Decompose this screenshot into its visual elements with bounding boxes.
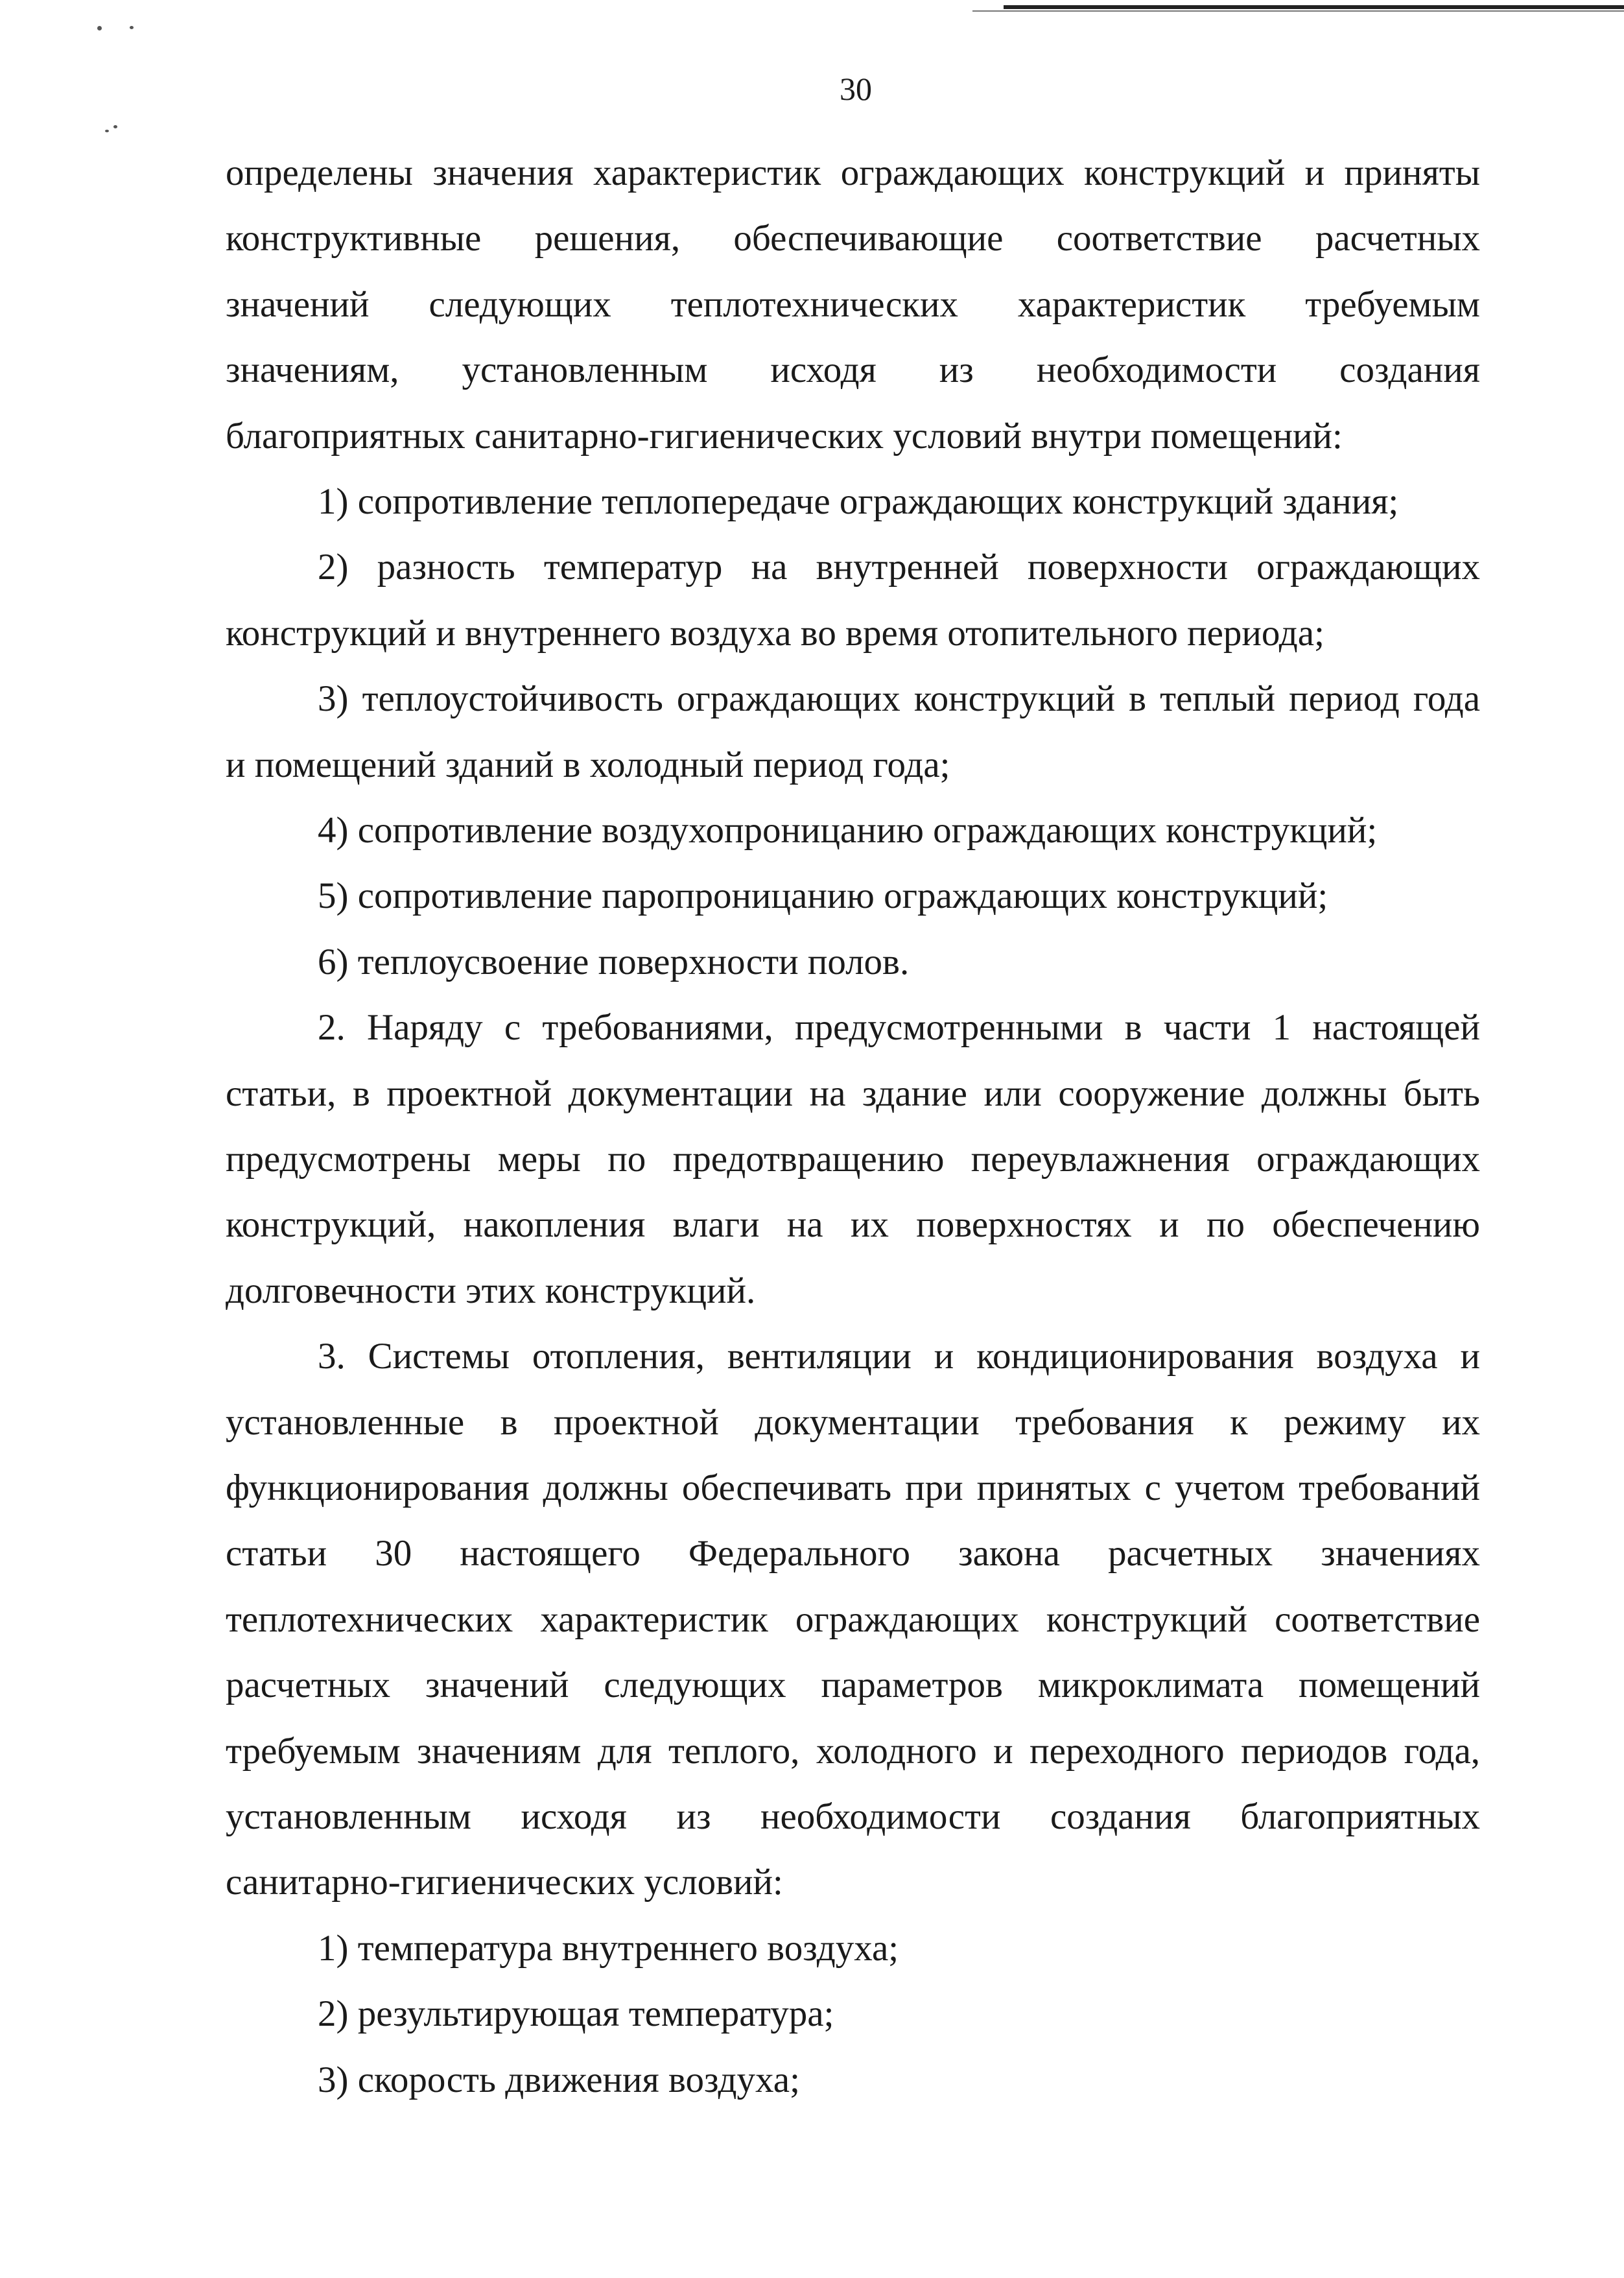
scan-speck <box>97 26 102 30</box>
text-line: расчетных значений следующих параметров микроклимата помещений <box>226 1665 1480 1706</box>
text-line: функционирования должны обеспечивать при принятых с учетом требований <box>226 1467 1480 1508</box>
text-line: 5) сопротивление паропроницанию ограждающих конструкций; <box>318 875 1328 917</box>
text-line: 3) теплоустойчивость ограждающих конструкций в теплый период года <box>318 678 1480 720</box>
scan-speck <box>130 26 134 29</box>
text-line: статьи 30 настоящего Федерального закона расчетных значениях <box>226 1533 1480 1574</box>
scan-edge-line <box>1004 5 1624 9</box>
text-line: конструкций, накопления влаги на их поверхностях и по обеспечению <box>226 1204 1480 1246</box>
text-line: значений следующих теплотехнических характеристик требуемым <box>226 283 1480 325</box>
text-line: требуемым значениям для теплого, холодного и переходного периодов года, <box>226 1730 1480 1772</box>
page-number: 30 <box>840 71 872 107</box>
text-line: конструктивные решения, обеспечивающие соответствие расчетных <box>226 218 1480 259</box>
text-line: конструкций и внутреннего воздуха во время отопительного периода; <box>226 612 1324 654</box>
text-line: санитарно-гигиенических условий: <box>226 1862 783 1903</box>
text-line: 2. Наряду с требованиями, предусмотренными в части 1 настоящей <box>318 1007 1480 1049</box>
text-line: 4) сопротивление воздухопроницанию ограждающих конструкций; <box>318 810 1378 851</box>
text-line: установленные в проектной документации требования к режиму их <box>226 1401 1480 1443</box>
text-line: благоприятных санитарно-гигиенических условий внутри помещений: <box>226 415 1343 457</box>
text-line: 6) теплоусвоение поверхности полов. <box>318 941 910 982</box>
scan-edge-line-faint <box>972 10 1624 12</box>
text-line: 1) температура внутреннего воздуха; <box>318 1927 899 1969</box>
text-line: 2) результирующая температура; <box>318 1993 834 2035</box>
text-line: и помещений зданий в холодный период года; <box>226 744 950 785</box>
text-line: теплотехнических характеристик ограждающих конструкций соответствие <box>226 1598 1480 1640</box>
text-line: 3. Системы отопления, вентиляции и кондиционирования воздуха и <box>318 1336 1480 1377</box>
text-line: определены значения характеристик ограждающих конструкций и приняты <box>226 152 1480 193</box>
text-line: значениям, установленным исходя из необходимости создания <box>226 350 1480 391</box>
text-line: установленным исходя из необходимости создания благоприятных <box>226 1796 1480 1837</box>
scan-speck <box>105 130 109 132</box>
text-line: долговечности этих конструкций. <box>226 1270 756 1311</box>
scan-speck <box>113 125 117 128</box>
text-line: 2) разность температур на внутренней поверхности ограждающих <box>318 547 1480 588</box>
text-line: 3) скорость движения воздуха; <box>318 2059 800 2100</box>
text-line: 1) сопротивление теплопередаче ограждающих конструкций здания; <box>318 481 1399 522</box>
text-line: предусмотрены меры по предотвращению переувлажнения ограждающих <box>226 1139 1480 1180</box>
text-line: статьи, в проектной документации на здание или сооружение должны быть <box>226 1073 1480 1114</box>
